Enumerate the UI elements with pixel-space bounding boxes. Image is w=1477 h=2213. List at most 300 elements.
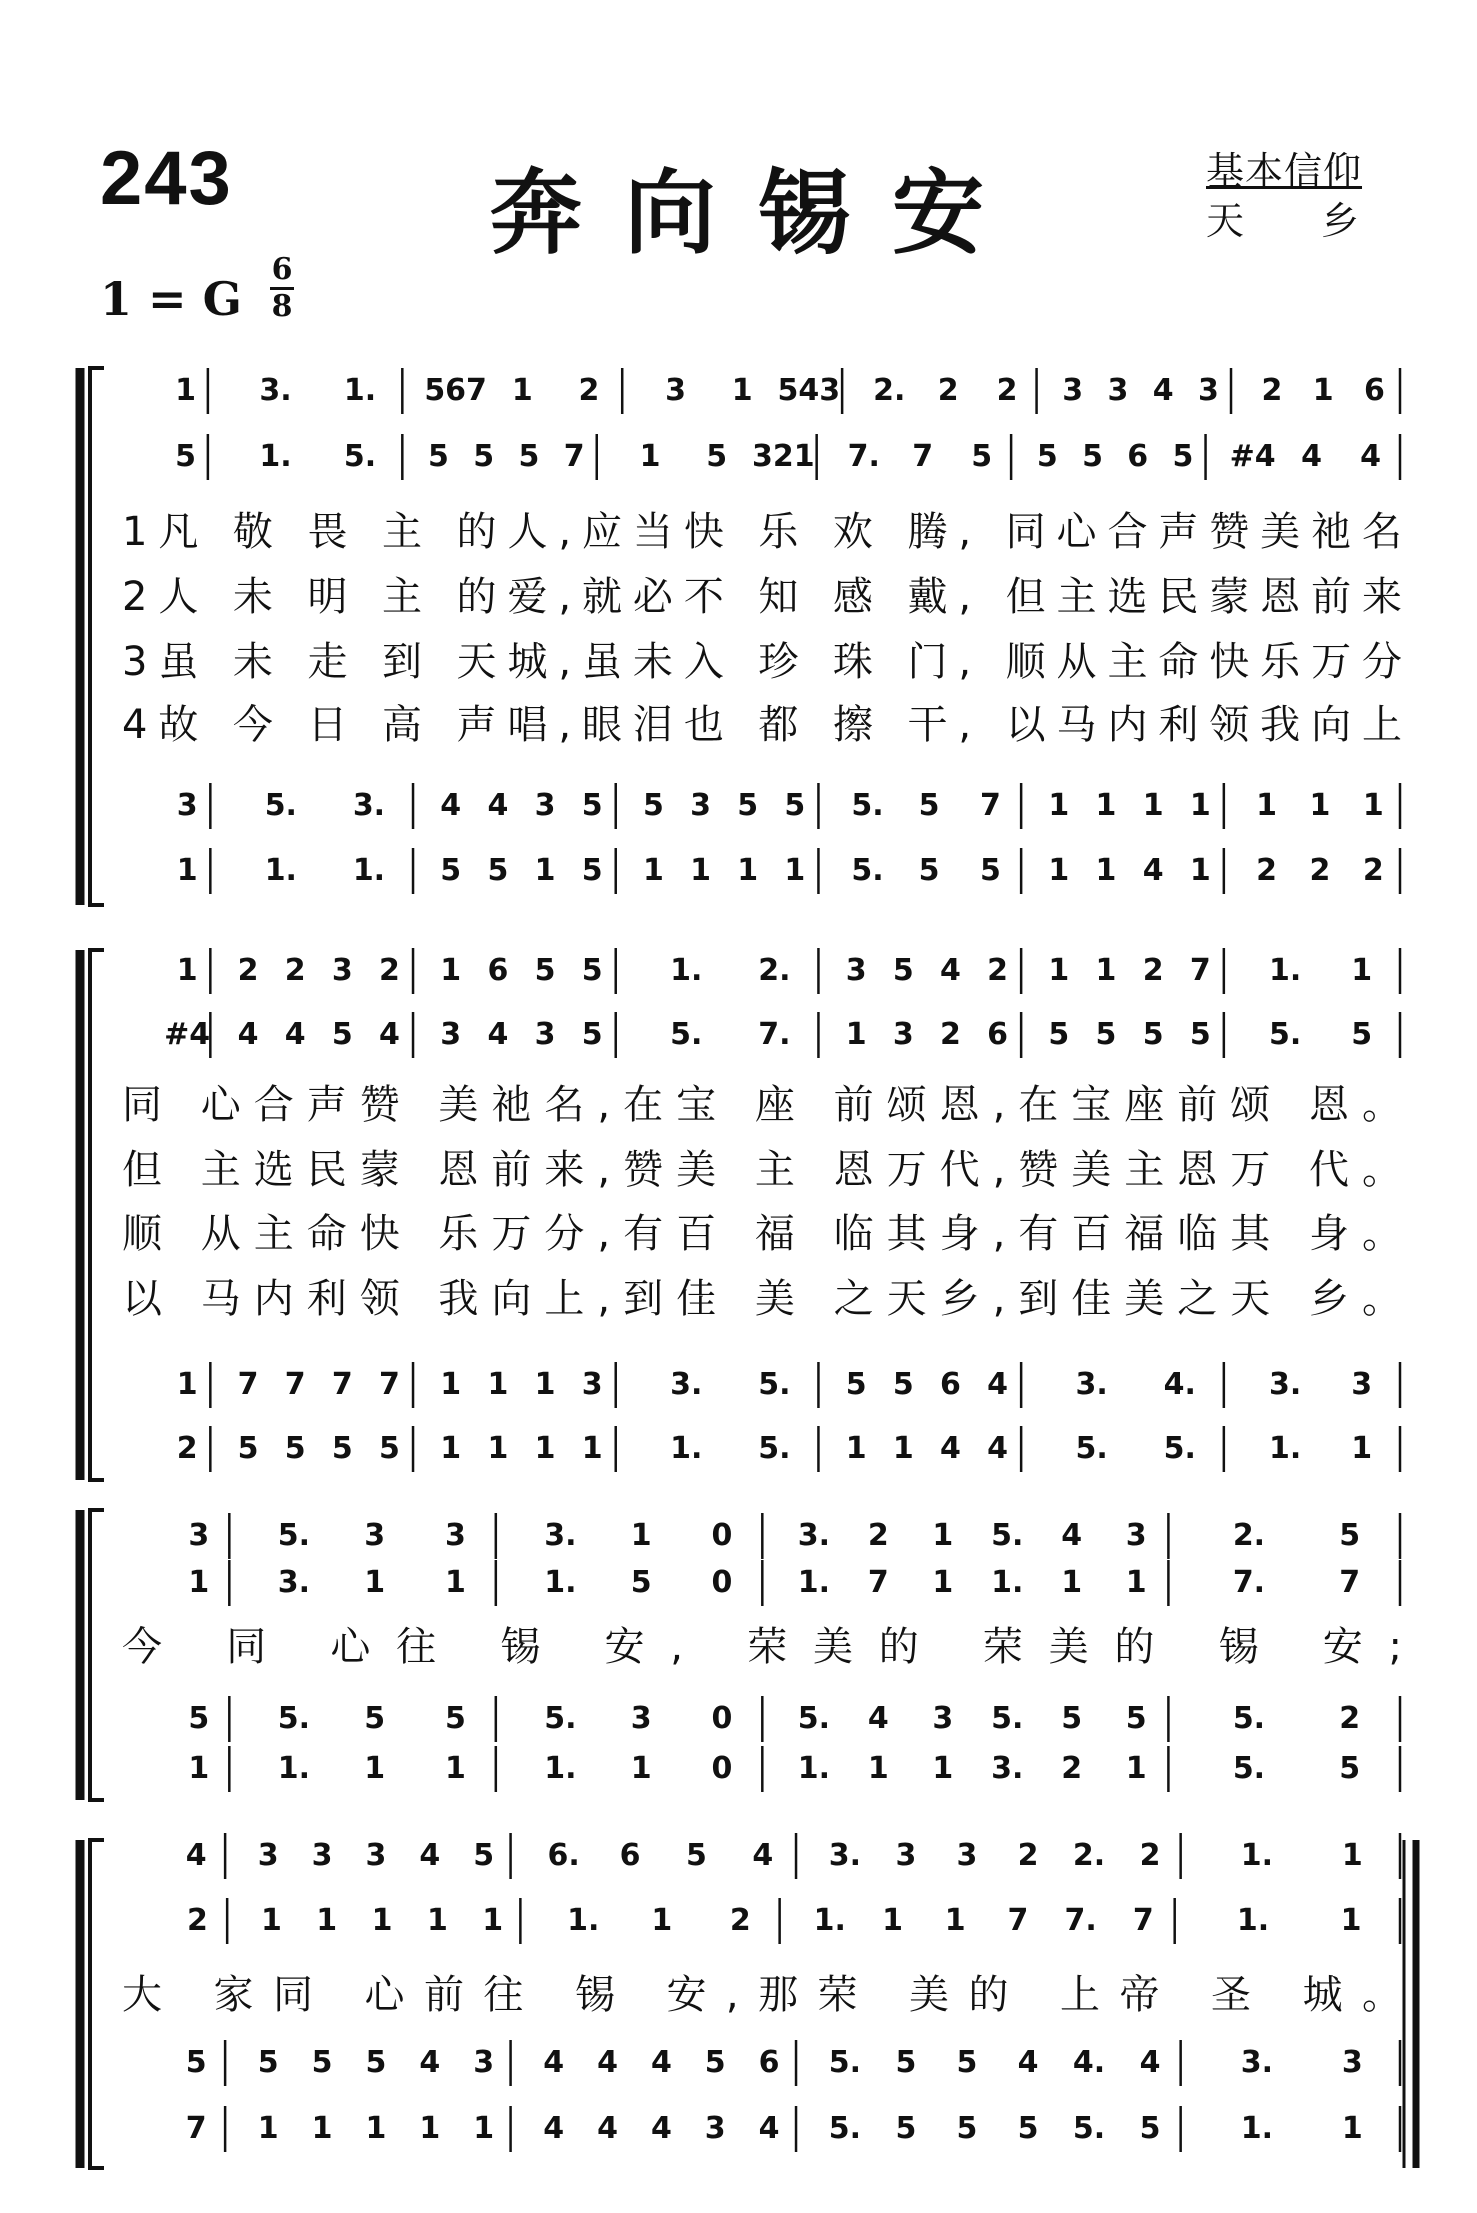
note-upper: 7 (1007, 1903, 1029, 1938)
note-upper: 2 (1139, 1838, 1161, 1873)
note-upper: 1 (639, 439, 661, 474)
note-upper: 1. (1240, 1838, 1274, 1873)
note-lower: 5 (444, 1701, 466, 1736)
note-lower: 7 (185, 2111, 207, 2146)
note-upper: 5. (991, 1518, 1024, 1553)
note-lower: 1 (690, 853, 712, 888)
note-lower: 2 (1309, 853, 1331, 888)
note-upper: #4 (1229, 439, 1276, 474)
note-upper: 3. (797, 1518, 831, 1553)
lyric-line: 2人 未 明 主 的爱,就必不 知 感 戴, 但主选民蒙恩前来 (122, 574, 1402, 620)
note-lower: 4 (1017, 2045, 1039, 2080)
note-lower: 1 (784, 853, 806, 888)
lyric-line: 以 马内利领 我向上,到佳 美 之天乡,到佳美之天 乡。 (122, 1276, 1402, 1322)
note-upper: 1 (1125, 1565, 1147, 1600)
note-upper: 1 (364, 1565, 386, 1600)
note-lower: 5 (737, 788, 759, 823)
note-upper: 0 (711, 1518, 733, 1553)
note-lower: 1 (365, 2111, 387, 2146)
note-upper: 7. (847, 439, 880, 474)
note-lower: 5 (784, 788, 806, 823)
note-lower: 5. (277, 1701, 311, 1736)
note-upper: 1 (1312, 373, 1334, 408)
lyric-line: 大 家同 心前往 锡 安,那荣 美的 上帝 圣 城。 (122, 1972, 1403, 2018)
note-lower: 1 (534, 1367, 556, 1402)
note-upper: 1 (731, 373, 753, 408)
note-lower: 3 (1341, 2045, 1363, 2080)
note-upper: 5. (277, 1518, 311, 1553)
note-lower: 1 (892, 1431, 914, 1466)
note-lower: 4 (939, 1431, 961, 1466)
note-lower: 5 (188, 1701, 210, 1736)
note-upper: 2 (237, 953, 259, 988)
note-lower: 1. (797, 1751, 831, 1786)
system-bracket (90, 368, 104, 905)
lyric-line: 但 主选民蒙 恩前来,赞美 主 恩万代,赞美主恩万 代。 (122, 1147, 1402, 1193)
note-lower: 5 (979, 853, 1001, 888)
author-left: 天 (1206, 199, 1246, 243)
note-lower: 0 (711, 1751, 733, 1786)
note-lower: 3 (1351, 1367, 1373, 1402)
note-upper: 5 (428, 439, 449, 474)
note-lower: 1 (1362, 788, 1384, 823)
note-lower: 4 (1142, 853, 1164, 888)
note-lower: 7 (979, 788, 1001, 823)
note-lower: 4 (597, 2045, 618, 2080)
note-upper: 6. (547, 1838, 580, 1873)
note-upper: 1 (1340, 1903, 1362, 1938)
note-lower: 1 (845, 1431, 867, 1466)
note-upper: 5 (686, 1838, 707, 1873)
note-upper: 3. (828, 1838, 862, 1873)
note-lower: 5. (828, 2045, 862, 2080)
note-lower: 4 (650, 2111, 672, 2146)
note-lower: 1 (534, 1431, 556, 1466)
note-upper: 7 (563, 439, 585, 474)
lyric-line: 顺 从主命快 乐万分,有百 福 临其身,有百福临其 身。 (122, 1211, 1402, 1257)
note-upper: 3 (895, 1838, 917, 1873)
note-upper: 2. (873, 373, 906, 408)
note-lower: 1 (1341, 2111, 1363, 2146)
note-upper: 1 (1351, 953, 1373, 988)
note-upper: 5 (630, 1565, 652, 1600)
note-upper: 2 (867, 1518, 889, 1553)
note-lower: 5 (895, 2111, 917, 2146)
note-lower: 0 (711, 1701, 733, 1736)
note-lower: 1 (1309, 788, 1331, 823)
note-lower: 5 (895, 2045, 917, 2080)
note-upper: 2 (187, 1903, 208, 1938)
note-upper: 1 (511, 373, 533, 408)
note-upper: 4 (419, 1838, 441, 1873)
note-upper: 5 (1036, 439, 1058, 474)
note-upper: 4 (379, 1017, 400, 1052)
hymn-title: 奔向锡安 (490, 159, 1027, 267)
note-lower: 3 (704, 2111, 726, 2146)
note-lower: 5. (1163, 1431, 1196, 1466)
note-upper: 1 (316, 1903, 338, 1938)
note-lower: 2 (176, 1431, 198, 1466)
note-lower: 1 (1095, 788, 1117, 823)
note-lower: 1 (1048, 788, 1070, 823)
note-lower: 3. (670, 1367, 703, 1402)
note-upper: 3 (440, 1017, 462, 1052)
note-upper: 5 (1082, 439, 1103, 474)
note-lower: 3 (534, 788, 556, 823)
note-lower: 3. (1075, 1367, 1108, 1402)
system-bracket (90, 950, 104, 1480)
note-upper: 1 (426, 1903, 448, 1938)
note-upper: 321 (752, 439, 815, 474)
note-lower: 2 (1362, 853, 1384, 888)
note-upper: 3 (845, 953, 867, 988)
note-lower: 1 (188, 1751, 210, 1786)
note-upper: 4 (939, 953, 961, 988)
note-lower: 5 (918, 853, 940, 888)
note-upper: 7. (1064, 1903, 1097, 1938)
note-lower: 5 (581, 853, 603, 888)
note-lower: 5 (918, 788, 940, 823)
note-lower: 1 (867, 1751, 889, 1786)
note-lower: 5. (851, 853, 884, 888)
note-lower: 3. (1268, 1367, 1302, 1402)
note-upper: 4 (1360, 439, 1381, 474)
note-lower: 4 (867, 1701, 889, 1736)
note-lower: 2 (1339, 1701, 1361, 1736)
note-upper: 3 (365, 1838, 387, 1873)
note-upper: 4 (1301, 439, 1323, 474)
note-lower: 1. (352, 853, 386, 888)
note-upper: 5 (1142, 1017, 1164, 1052)
note-upper: 4 (284, 1017, 306, 1052)
note-upper: 7 (1339, 1565, 1361, 1600)
note-lower: 3 (176, 788, 198, 823)
note-upper: 2 (729, 1903, 751, 1938)
note-upper: 5. (343, 439, 377, 474)
note-upper: 5 (331, 1017, 353, 1052)
note-upper: 7. (1232, 1565, 1266, 1600)
note-upper: 7. (758, 1017, 791, 1052)
note-lower: 1 (257, 2111, 279, 2146)
note-upper: 3 (1197, 373, 1219, 408)
time-top: 6 (271, 252, 293, 287)
note-lower: 4 (487, 788, 509, 823)
note-upper: 5 (534, 953, 556, 988)
note-lower: 5 (311, 2045, 333, 2080)
note-lower: 1 (473, 2111, 495, 2146)
note-lower: 5 (440, 853, 462, 888)
note-upper: 1. (343, 373, 377, 408)
note-lower: 1 (311, 2111, 333, 2146)
note-upper: 4 (237, 1017, 259, 1052)
note-lower: 5. (1232, 1751, 1266, 1786)
note-lower: 4. (1163, 1367, 1196, 1402)
note-lower: 3. (352, 788, 386, 823)
lyric-line: 4故 今 日 高 声唱,眼泪也 都 擦 干, 以马内利领我向上 (122, 702, 1402, 748)
note-lower: 5 (956, 2111, 978, 2146)
note-upper: 1. (567, 1903, 600, 1938)
note-upper: 5 (1172, 439, 1194, 474)
note-lower: 5 (956, 2045, 978, 2080)
system-bracket (90, 1840, 104, 2168)
note-lower: 1 (534, 853, 556, 888)
key-signature: 1 = G (100, 272, 242, 326)
note-lower: 1 (440, 1431, 462, 1466)
note-lower: 5 (257, 2045, 279, 2080)
note-upper: 1 (1095, 953, 1117, 988)
note-lower: 3 (630, 1701, 652, 1736)
note-lower: 1 (581, 1431, 603, 1466)
note-upper: 7 (867, 1565, 889, 1600)
note-upper: 1 (932, 1565, 954, 1600)
note-upper: 2. (1232, 1518, 1266, 1553)
note-lower: 5 (845, 1367, 867, 1402)
note-upper: 6 (1127, 439, 1149, 474)
note-upper: 2 (578, 373, 600, 408)
note-upper: 5 (1095, 1017, 1117, 1052)
note-lower: 4 (597, 2111, 618, 2146)
note-upper: 3 (1062, 373, 1084, 408)
note-upper: 4 (487, 1017, 509, 1052)
note-lower: 3. (991, 1751, 1024, 1786)
note-upper: 2 (987, 953, 1009, 988)
note-lower: 5 (185, 2045, 207, 2080)
note-upper: 0 (711, 1565, 733, 1600)
note-upper: 3 (665, 373, 686, 408)
note-lower: 1 (1048, 853, 1070, 888)
note-lower: 4. (1072, 2045, 1106, 2080)
note-upper: 1 (944, 1903, 966, 1938)
lyric-line: 同 心合声赞 美祂名,在宝 座 前颂恩,在宝座前颂 恩。 (122, 1082, 1402, 1128)
note-lower: 2 (1256, 853, 1277, 888)
note-lower: 1. (277, 1751, 311, 1786)
note-lower: 5. (1075, 1431, 1108, 1466)
note-lower: 5 (1061, 1701, 1083, 1736)
note-lower: 5. (1072, 2111, 1106, 2146)
note-lower: 1. (1240, 2111, 1274, 2146)
note-upper: 1 (444, 1565, 466, 1600)
note-lower: 5 (581, 788, 603, 823)
note-lower: 5. (544, 1701, 577, 1736)
note-lower: 1. (264, 853, 297, 888)
note-upper: 2. (758, 953, 791, 988)
note-upper: 3. (277, 1565, 311, 1600)
note-upper: 1. (544, 1565, 577, 1600)
note-lower: 5 (365, 2045, 387, 2080)
note-upper: 2 (1142, 953, 1164, 988)
note-lower: 5 (643, 788, 664, 823)
note-upper: 1. (813, 1903, 846, 1938)
note-lower: 1 (440, 1367, 462, 1402)
lyric-line: 1凡 敬 畏 主 的人,应当快 乐 欢 腾, 同心合声赞美祂名 (122, 509, 1402, 555)
note-upper: 1 (176, 953, 198, 988)
note-lower: 1. (670, 1431, 703, 1466)
note-upper: 5 (518, 439, 540, 474)
note-upper: 5 (175, 439, 197, 474)
note-lower: 5. (828, 2111, 862, 2146)
note-upper: 1 (260, 1903, 282, 1938)
note-upper: 6 (619, 1838, 641, 1873)
note-upper: 567 (424, 373, 487, 408)
note-lower: 4 (419, 2045, 441, 2080)
note-upper: 4 (185, 1838, 207, 1873)
note-upper: 1. (1236, 1903, 1270, 1938)
hymn-number: 243 (100, 136, 233, 221)
note-upper: 1 (1061, 1565, 1083, 1600)
note-lower: 5 (1139, 2111, 1161, 2146)
note-lower: 1 (419, 2111, 441, 2146)
note-upper: 1 (188, 1565, 210, 1600)
note-lower: 1. (544, 1751, 577, 1786)
note-lower: 1 (643, 853, 664, 888)
note-lower: 4 (650, 2045, 672, 2080)
note-upper: 1 (482, 1903, 504, 1938)
note-lower: 1 (1351, 1431, 1373, 1466)
note-upper: #4 (164, 1017, 211, 1052)
note-lower: 5 (331, 1431, 353, 1466)
note-upper: 3. (259, 373, 292, 408)
note-upper: 2 (939, 1017, 961, 1052)
note-lower: 5 (1339, 1751, 1361, 1786)
note-upper: 3 (331, 953, 353, 988)
note-lower: 1 (1189, 853, 1211, 888)
note-upper: 6 (1363, 373, 1385, 408)
note-lower: 5 (284, 1431, 306, 1466)
note-upper: 1 (1048, 953, 1070, 988)
note-upper: 2 (1261, 373, 1283, 408)
note-upper: 5 (1339, 1518, 1361, 1553)
note-upper: 1. (259, 439, 292, 474)
note-upper: 2 (937, 373, 959, 408)
note-lower: 4 (987, 1367, 1009, 1402)
note-lower: 2 (1061, 1751, 1083, 1786)
note-lower: 7 (237, 1367, 259, 1402)
note-upper: 3. (544, 1518, 577, 1553)
note-upper: 1 (440, 953, 462, 988)
note-lower: 4 (987, 1431, 1009, 1466)
note-upper: 3 (444, 1518, 466, 1553)
note-upper: 6 (987, 1017, 1009, 1052)
note-upper: 5 (581, 953, 603, 988)
note-upper: 7 (1132, 1903, 1154, 1938)
note-lower: 5. (991, 1701, 1024, 1736)
note-upper: 1. (670, 953, 703, 988)
note-upper: 4 (1152, 373, 1174, 408)
note-upper: 3 (311, 1838, 333, 1873)
note-upper: 5 (473, 439, 495, 474)
note-upper: 4 (752, 1838, 774, 1873)
note-lower: 5 (364, 1701, 386, 1736)
note-lower: 4 (758, 2111, 780, 2146)
note-lower: 1 (1142, 788, 1164, 823)
note-lower: 5 (1125, 1701, 1147, 1736)
note-lower: 5. (758, 1431, 791, 1466)
note-upper: 2 (1017, 1838, 1039, 1873)
note-upper: 7 (1189, 953, 1211, 988)
note-upper: 3 (188, 1518, 210, 1553)
note-upper: 5 (971, 439, 993, 474)
note-upper: 3 (956, 1838, 978, 1873)
hymn-category: 基本信仰 (1206, 149, 1363, 193)
note-lower: 5 (487, 853, 509, 888)
note-upper: 2. (1072, 1838, 1106, 1873)
note-upper: 5 (706, 439, 728, 474)
note-upper: 3 (1125, 1518, 1147, 1553)
note-lower: 1 (932, 1751, 954, 1786)
note-upper: 5. (1268, 1017, 1302, 1052)
note-lower: 1 (176, 1367, 198, 1402)
note-lower: 5. (264, 788, 297, 823)
note-upper: 2 (379, 953, 400, 988)
note-upper: 3 (257, 1838, 279, 1873)
note-lower: 3 (690, 788, 712, 823)
lyric-line: 3虽 未 走 到 天城,虽未入 珍 珠 门, 顺从主命快乐万分 (122, 639, 1402, 685)
note-lower: 4 (440, 788, 462, 823)
note-upper: 5 (1351, 1017, 1373, 1052)
note-upper: 1 (845, 1017, 867, 1052)
note-lower: 1 (176, 853, 198, 888)
system-bracket (90, 1510, 104, 1800)
note-lower: 4 (1139, 2045, 1161, 2080)
note-lower: 5 (237, 1431, 259, 1466)
note-lower: 7 (331, 1367, 353, 1402)
note-lower: 4 (543, 2045, 565, 2080)
note-lower: 1 (1189, 788, 1211, 823)
note-lower: 3 (581, 1367, 603, 1402)
note-lower: 1 (487, 1367, 509, 1402)
note-upper: 3 (534, 1017, 556, 1052)
note-lower: 5 (704, 2045, 726, 2080)
note-upper: 2 (284, 953, 306, 988)
note-upper: 1 (175, 373, 197, 408)
author-right: 乡 (1321, 199, 1361, 243)
note-upper: 7 (912, 439, 934, 474)
note-lower: 5. (851, 788, 884, 823)
note-upper: 1 (371, 1903, 393, 1938)
note-upper: 4 (1061, 1518, 1083, 1553)
note-lower: 6 (939, 1367, 961, 1402)
note-lower: 1 (1125, 1751, 1147, 1786)
note-upper: 5 (581, 1017, 603, 1052)
note-upper: 1 (651, 1903, 673, 1938)
note-upper: 6 (487, 953, 509, 988)
note-upper: 1 (1341, 1838, 1363, 1873)
note-upper: 1 (630, 1518, 652, 1553)
note-upper: 1. (1268, 953, 1302, 988)
lyric-line: 今 同 心往 锡 安, 荣美的 荣美的 锡 安; (122, 1624, 1402, 1670)
note-lower: 1 (1256, 788, 1277, 823)
note-lower: 5. (758, 1367, 791, 1402)
note-lower: 7 (284, 1367, 306, 1402)
note-lower: 1. (1268, 1431, 1302, 1466)
note-upper: 1. (797, 1565, 831, 1600)
note-lower: 1 (630, 1751, 652, 1786)
note-lower: 5 (1017, 2111, 1039, 2146)
note-lower: 1 (487, 1431, 509, 1466)
note-lower: 5. (797, 1701, 831, 1736)
note-lower: 3 (473, 2045, 495, 2080)
note-upper: 3 (364, 1518, 386, 1553)
note-upper: 5. (670, 1017, 703, 1052)
note-upper: 1. (991, 1565, 1024, 1600)
note-lower: 5 (379, 1431, 400, 1466)
note-lower: 1 (364, 1751, 386, 1786)
note-upper: 5 (892, 953, 914, 988)
note-lower: 1 (444, 1751, 466, 1786)
note-lower: 4 (543, 2111, 565, 2146)
note-upper: 2 (996, 373, 1018, 408)
note-lower: 3 (932, 1701, 954, 1736)
